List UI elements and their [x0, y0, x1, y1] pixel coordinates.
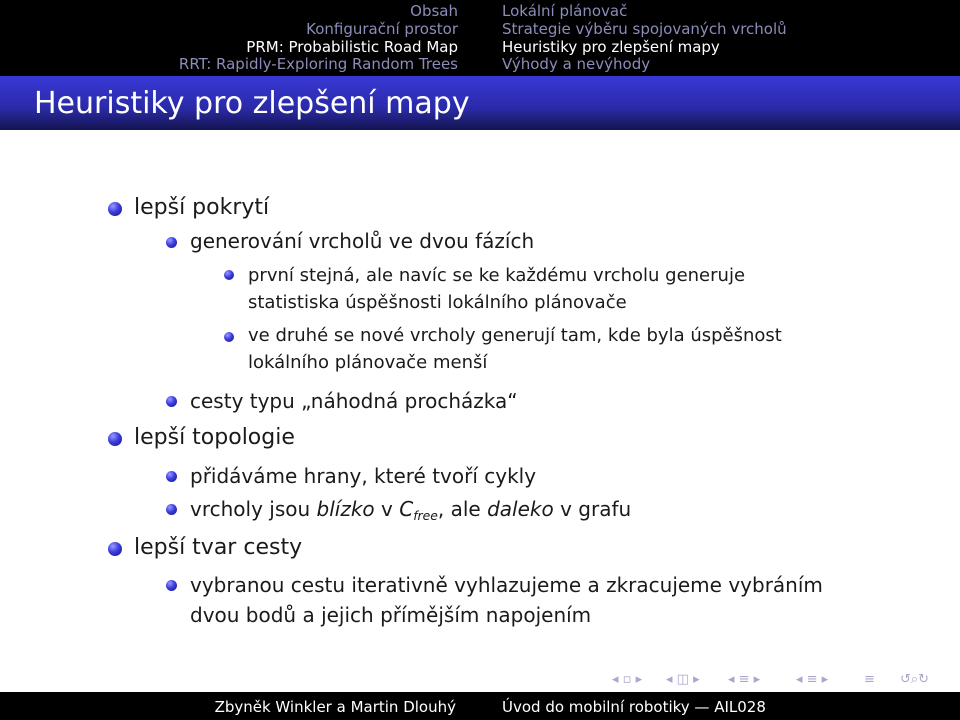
- bullet-ball-icon: [224, 332, 234, 342]
- subbullet-nahodna-prochazka: cesty typu „náhodná procházka“: [190, 389, 518, 413]
- math-c: C: [399, 497, 414, 521]
- emphasis-blizko: blízko: [316, 497, 375, 521]
- bullet-lepsi-pokryti: lepší pokrytí: [134, 195, 270, 220]
- text-segment: v grafu: [560, 497, 632, 521]
- nav-section-obsah[interactable]: Obsah: [410, 2, 458, 20]
- nav-subsection-lokalni-planovac[interactable]: Lokální plánovač: [502, 2, 628, 20]
- footer-course: Úvod do mobilní robotiky — AIL028: [502, 698, 766, 716]
- footer-authors-bar: [0, 692, 480, 720]
- nav-subsection-icon[interactable]: ◂ ≡ ▸: [728, 672, 761, 687]
- bullet-ball-icon: [224, 270, 234, 280]
- math-c-free: [399, 497, 438, 521]
- footer-course-bar: [480, 692, 960, 720]
- header-navigation: [0, 0, 960, 76]
- math-subscript-free: free: [413, 508, 438, 523]
- subsubbullet-druhe-line2: lokálního plánovače menší: [248, 352, 488, 373]
- nav-subsection-vyhody[interactable]: Výhody a nevýhody: [502, 55, 651, 73]
- bullet-ball-icon: [166, 504, 177, 515]
- nav-slide-icon[interactable]: ◂ ◫ ▸: [666, 672, 700, 687]
- nav-section-rrt[interactable]: RRT: Rapidly-Exploring Random Trees: [178, 55, 458, 73]
- subbullet-generovani: generování vrcholů ve dvou fázích: [190, 229, 535, 253]
- bullet-ball-icon: [166, 580, 177, 591]
- nav-search-icon[interactable]: ↺⌕↻: [900, 672, 930, 687]
- subbullet-vrcholy-blizko: [190, 497, 631, 523]
- subbullet-vyhlazovani-line2: dvou bodů a jejich přímějším napojením: [190, 603, 592, 627]
- text-segment: vrcholy jsou: [190, 497, 311, 521]
- bullet-ball-icon: [166, 237, 177, 248]
- subsubbullet-prvni-line2: statistiska úspěšnosti lokálního plánovače: [248, 292, 627, 313]
- bullet-ball-icon: [108, 542, 122, 556]
- nav-frame-prev-icon[interactable]: ◂ ▫ ▸: [612, 672, 643, 687]
- nav-section-prm[interactable]: PRM: Probabilistic Road Map: [246, 38, 458, 56]
- frame-title: Heuristiky pro zlepšení mapy: [34, 86, 470, 121]
- subbullet-vyhlazovani-line1: vybranou cestu iterativně vyhlazujeme a zkracujeme vybráním: [190, 573, 823, 597]
- nav-subsection-strategie[interactable]: Strategie výběru spojovaných vrcholů: [502, 20, 787, 38]
- footer-authors: Zbyněk Winkler a Martin Dlouhý: [214, 698, 456, 716]
- nav-section-icon[interactable]: ◂ ≡ ▸: [796, 672, 829, 687]
- section-nav: [0, 0, 470, 76]
- nav-align-icon[interactable]: ≡: [864, 672, 875, 687]
- subsection-nav: [500, 0, 960, 76]
- subbullet-pridavame-hrany: přidáváme hrany, které tvoří cykly: [190, 464, 537, 488]
- text-segment: , ale: [437, 497, 481, 521]
- bullet-ball-icon: [166, 471, 177, 482]
- text-segment: v: [381, 497, 393, 521]
- bullet-lepsi-tvar-cesty: lepší tvar cesty: [134, 535, 303, 560]
- emphasis-daleko: daleko: [487, 497, 554, 521]
- bullet-lepsi-topologie: lepší topologie: [134, 425, 295, 450]
- subsubbullet-druhe-line1: ve druhé se nové vrcholy generují tam, kde byla úspěšnost: [248, 325, 782, 346]
- bullet-ball-icon: [108, 432, 122, 446]
- bullet-ball-icon: [166, 396, 177, 407]
- subsubbullet-prvni-line1: první stejná, ale navíc se ke každému vrcholu generuje: [248, 265, 746, 286]
- nav-subsection-heuristiky[interactable]: Heuristiky pro zlepšení mapy: [502, 38, 720, 56]
- bullet-ball-icon: [108, 202, 122, 216]
- nav-section-konfiguracni-prostor[interactable]: Konfigurační prostor: [306, 20, 458, 38]
